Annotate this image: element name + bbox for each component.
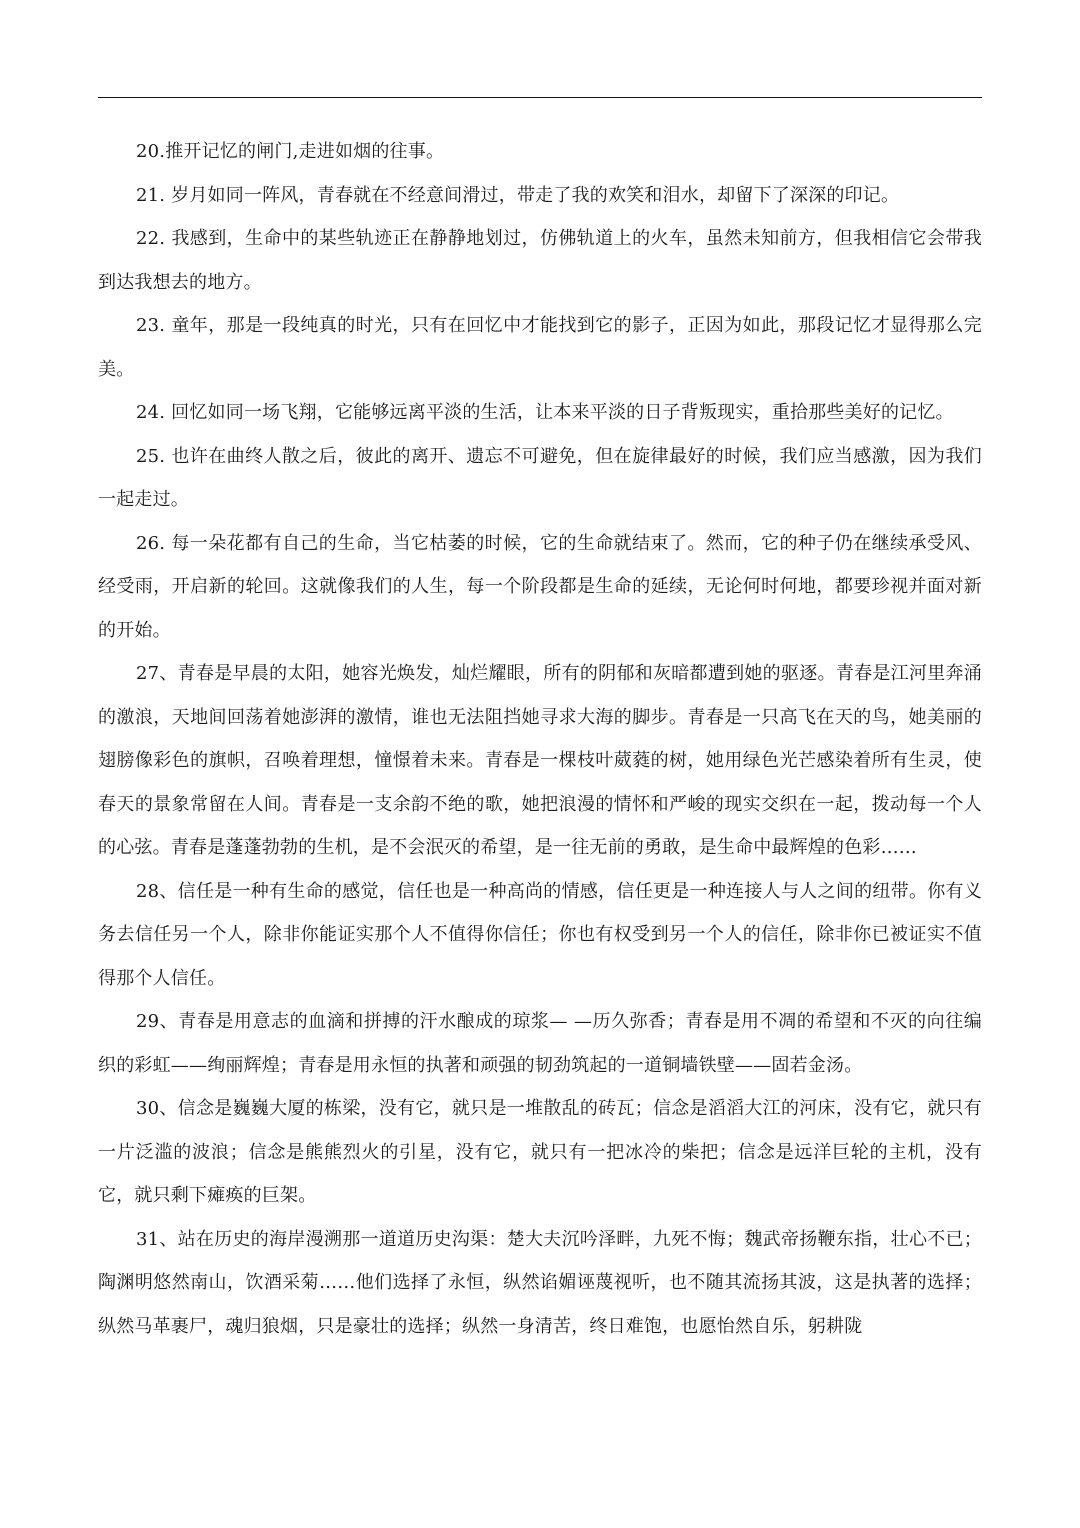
paragraph-26: 26. 每一朵花都有自己的生命，当它枯萎的时候，它的生命就结束了。然而，它的种子仍在继续承受风、经受雨，开启新的轮回。这就像我们的人生，每一个阶段都是生命的延续，无论何时何地，都要珍视并面对新的开始。: [98, 532, 982, 641]
paragraph-23: 23. 童年，那是一段纯真的时光，只有在回忆中才能找到它的影子，正因为如此，那段记忆才显得那么完美。: [98, 315, 982, 380]
paragraph-24: 24. 回忆如同一场飞翔，它能够远离平淡的生活，让本来平淡的日子背叛现实，重拾那些美好的记忆。: [136, 402, 954, 423]
header-rule: [98, 97, 982, 98]
paragraph-20: 20.推开记忆的闸门,走进如烟的往事。: [136, 141, 445, 162]
paragraph-30: 30、信念是巍巍大厦的栋梁，没有它，就只是一堆散乱的砖瓦；信念是滔滔大江的河床，没有它，就只有一片泛滥的波浪；信念是熊熊烈火的引星，没有它，就只有一把冰冷的柴把；信念是远洋巨轮的主机，没有它，就只剩下瘫痪的巨架。: [98, 1098, 982, 1206]
paragraph-31: 31、站在历史的海岸漫溯那一道道历史沟渠：楚大夫沉吟泽畔，九死不悔；魏武帝扬鞭东指，壮心不已；陶渊明悠然南山，饮酒采菊……他们选择了永恒，纵然谄媚诬蔑视听，也不随其流扬其波，这是执著的选择；纵然马革裹尸，魂归狼烟，只是豪壮的选择；纵然一身清苦，终日难饱，也愿怡然自乐，躬耕陇: [98, 1228, 982, 1337]
paragraph-29: 29、青春是用意志的血滴和拼搏的汗水酿成的琼浆— —历久弥香；青春是用不凋的希望和不灭的向往编织的彩虹——绚丽辉煌；青春是用永恒的执著和顽强的韧劲筑起的一道铜墙铁壁——固若金汤。: [98, 1011, 982, 1076]
paragraph-25: 25. 也许在曲终人散之后，彼此的离开、遗忘不可避免，但在旋律最好的时候，我们应当感激，因为我们一起走过。: [98, 445, 982, 510]
paragraph-22: 22. 我感到，生命中的某些轨迹正在静静地划过，仿佛轨道上的火车，虽然未知前方，但我相信它会带我到达我想去的地方。: [98, 228, 982, 293]
paragraph-28: 28、信任是一种有生命的感觉，信任也是一种高尚的情感，信任更是一种连接人与人之间的纽带。你有义务去信任另一个人，除非你能证实那个人不值得你信任；你也有权受到另一个人的信任，除非你已被证实不值得那个人信任。: [98, 880, 982, 989]
paragraph-27: 27、青春是早晨的太阳，她容光焕发，灿烂耀眼，所有的阴郁和灰暗都遭到她的驱逐。青春是江河里奔涌的激浪，天地间回荡着她澎湃的激情，谁也无法阻挡她寻求大海的脚步。青春是一只高飞在天的鸟，她美丽的翅膀像彩色的旗帜，召唤着理想，憧憬着未来。青春是一棵枝叶葳蕤的树，她用绿色光芒感染着所有生灵，使春天的景象常留在人间。青春是一支余韵不绝的歌，她把浪漫的情怀和严峻的现实交织在一起，拨动每一个人的心弦。青春是蓬蓬勃勃的生机，是不会泯灭的希望，是一往无前的勇敢，是生命中最辉煌的色彩……: [98, 663, 982, 858]
document-body: [98, 130, 982, 1348]
paragraph-21: 21. 岁月如同一阵风，青春就在不经意间滑过，带走了我的欢笑和泪水，却留下了深深的印记。: [136, 184, 900, 206]
